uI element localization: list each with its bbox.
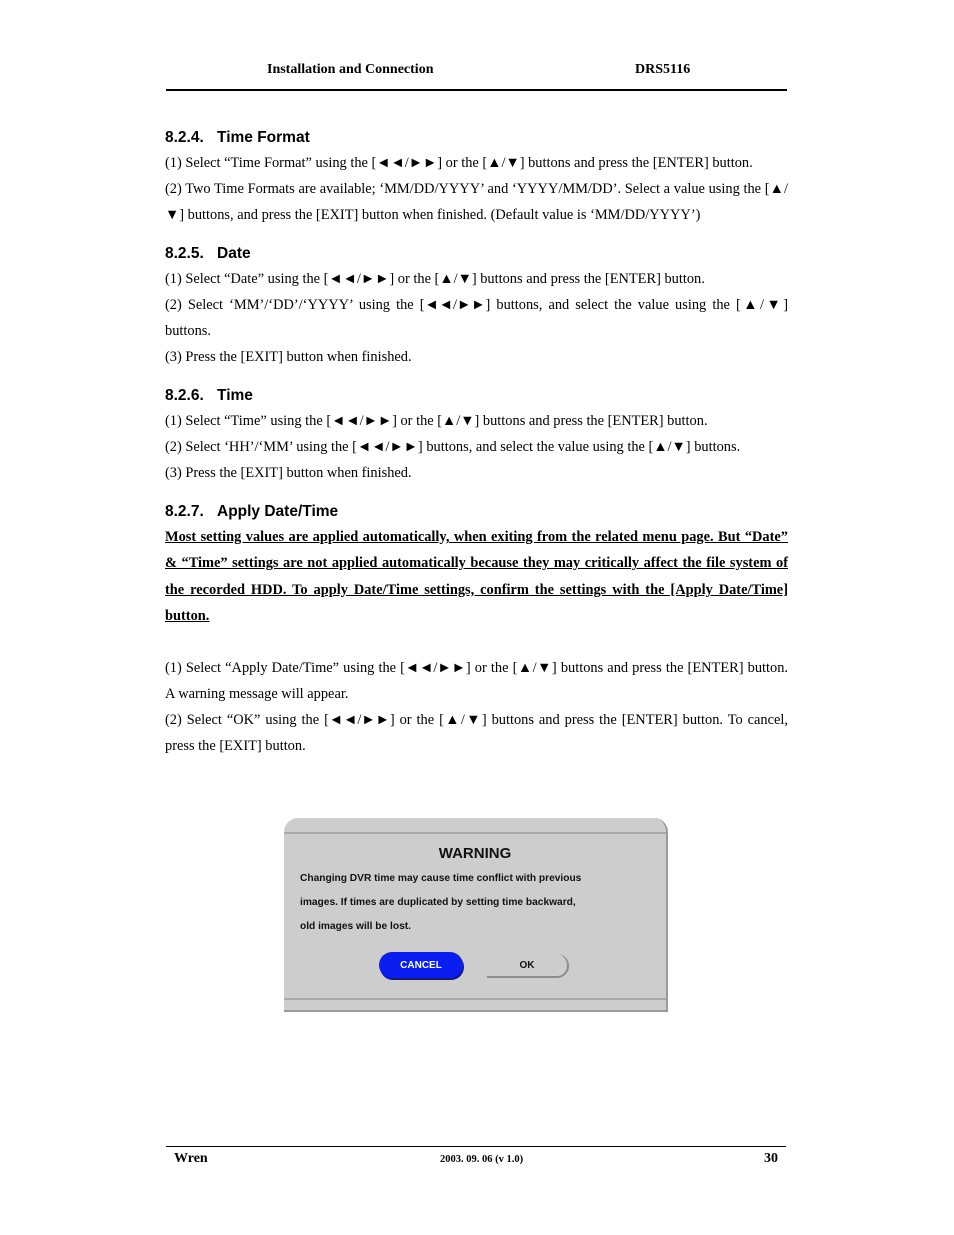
dialog-divider — [284, 832, 666, 834]
footer-version-date: 2003. 09. 06 (v 1.0) — [440, 1154, 524, 1165]
paragraph: (2) Two Time Formats are available; ‘MM/DD/YYYY’ and ‘YYYY/MM/DD’. Select a value using the [▲/▼] buttons, and press the [EXIT] button when finished. (Default value is ‘MM/DD/YYYY’) — [165, 181, 788, 223]
paragraph: (1) Select “Date” using the [◄◄/►►] or the [▲/▼] buttons and press the [ENTER] button. — [165, 271, 705, 287]
cancel-button[interactable]: CANCEL — [379, 952, 463, 978]
dialog-message-line: images. If times are duplicated by setting time backward, — [300, 897, 576, 908]
paragraph: (1) Select “Apply Date/Time” using the [◄◄/►►] or the [▲/▼] buttons and press the [ENTER] button. A warning message will appear. — [165, 660, 788, 703]
section-number: 8.2.6. — [165, 387, 204, 404]
paragraph: (2) Select ‘HH’/‘MM’ using the [◄◄/►►] buttons, and select the value using the [▲/▼] buttons. — [165, 439, 741, 455]
dialog-message-line: old images will be lost. — [300, 921, 411, 932]
section-heading-apply-date-time — [165, 500, 788, 524]
section-title: Date — [217, 245, 251, 262]
paragraph: (1) Select “Time Format” using the [◄◄/►►] or the [▲/▼] buttons and press the [ENTER] button. — [165, 155, 753, 171]
paragraph: (2) Select ‘MM’/‘DD’/‘YYYY’ using the [◄◄/►►] buttons, and select the value using the [▲/▼] buttons. — [165, 297, 788, 339]
dialog-title: WARNING — [438, 845, 512, 862]
dialog-message-line: Changing DVR time may cause time conflict with previous — [300, 873, 582, 884]
footer-rule — [166, 1146, 786, 1147]
footer-company: Wren — [174, 1151, 208, 1166]
section-heading-time — [165, 384, 788, 408]
header-model-name: DRS5116 — [635, 62, 691, 77]
page-number: 30 — [764, 1151, 778, 1166]
section-title: Time — [217, 387, 253, 404]
section-heading-time-format — [165, 126, 788, 150]
section-heading-date — [165, 242, 788, 266]
ok-button[interactable]: OK — [487, 954, 569, 978]
paragraph: (1) Select “Time” using the [◄◄/►►] or the [▲/▼] buttons and press the [ENTER] button. — [165, 413, 708, 429]
page-content — [165, 126, 788, 759]
section-number: 8.2.7. — [165, 503, 204, 520]
section-number: 8.2.5. — [165, 245, 204, 262]
paragraph: (2) Select “OK” using the [◄◄/►►] or the [▲/▼] buttons and press the [ENTER] button. To cancel, press the [EXIT] button. — [165, 712, 788, 755]
paragraph: (3) Press the [EXIT] button when finished. — [165, 465, 412, 481]
page-header — [166, 61, 787, 91]
dialog-divider — [284, 998, 666, 1000]
header-chapter-title: Installation and Connection — [267, 62, 434, 77]
section-number: 8.2.4. — [165, 129, 204, 146]
section-title: Apply Date/Time — [217, 503, 339, 520]
important-notice: Most setting values are applied automatically, when exiting from the related menu page. But “Date” & “Time” settings are not applied automatically because they may critically affect the file system of the recorded HDD. To apply Date/Time settings, confirm the settings with the [Apply Date/Time] button. — [165, 529, 788, 624]
warning-dialog — [284, 818, 668, 1012]
paragraph: (3) Press the [EXIT] button when finished. — [165, 349, 412, 365]
section-title: Time Format — [217, 129, 310, 146]
